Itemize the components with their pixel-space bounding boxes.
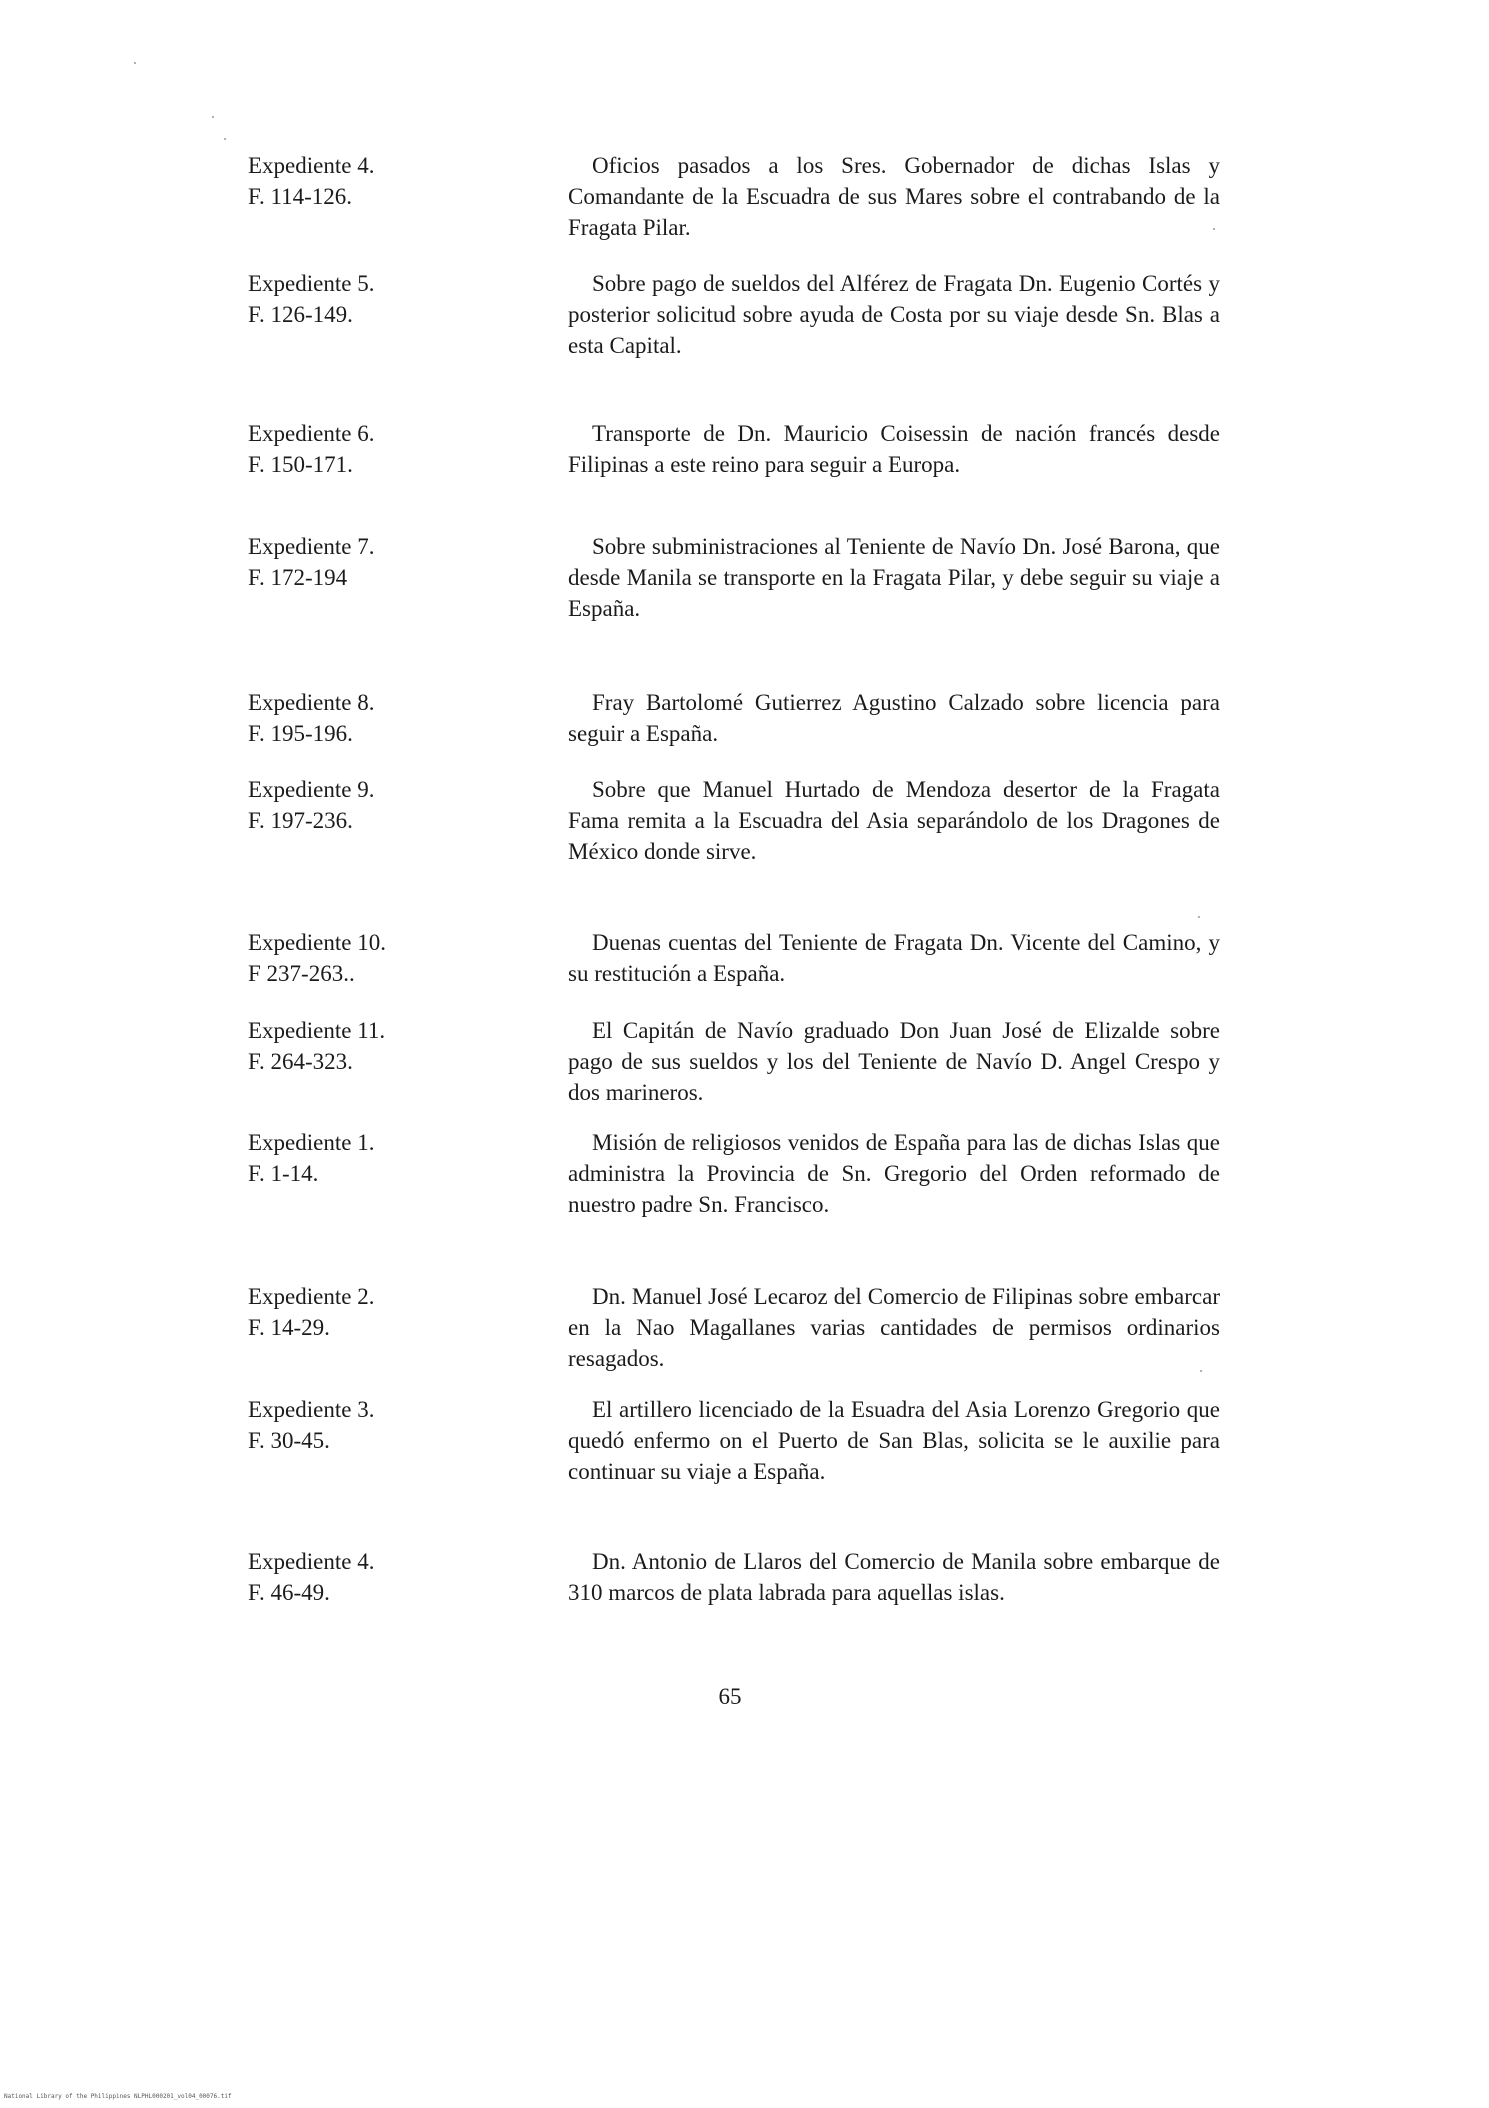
entry-reference: [248, 1127, 448, 1189]
entry-description: Transporte de Dn. Mauricio Coisessin de nación francés desde Filipinas a este reino para seguir a Europa.: [568, 421, 1220, 477]
scan-footer-note: National Library of the Philippines NLPHL000201_vol04_00076.tif: [4, 2093, 232, 2100]
entry-description: Misión de religiosos venidos de España para las de dichas Islas que administra la Provincia de Sn. Gregorio del Orden reformado de nuestro padre Sn. Francisco.: [568, 1130, 1220, 1217]
expediente-number: Expediente 3.: [248, 1397, 375, 1422]
entry-reference: [248, 1281, 448, 1343]
scan-speck: [1200, 1370, 1202, 1372]
page-number: 65: [718, 1684, 742, 1709]
expediente-number: Expediente 2.: [248, 1284, 375, 1309]
entry-reference: [248, 150, 448, 212]
entry-description: Sobre pago de sueldos del Alférez de Fragata Dn. Eugenio Cortés y posterior solicitud sobre ayuda de Costa por su viaje desde Sn. Blas a esta Capital.: [568, 271, 1220, 358]
folio-range: F. 126-149.: [248, 302, 353, 327]
folio-range: F. 150-171.: [248, 452, 353, 477]
expediente-number: Expediente 11.: [248, 1018, 386, 1043]
scan-speck: [134, 62, 136, 64]
expediente-number: Expediente 10.: [248, 930, 386, 955]
expediente-number: Expediente 8.: [248, 690, 375, 715]
folio-range: F. 197-236.: [248, 808, 353, 833]
folio-range: F. 264-323.: [248, 1049, 353, 1074]
entry-description: Sobre subministraciones al Teniente de Navío Dn. José Barona, que desde Manila se transporte en la Fragata Pilar, y debe seguir su viaje a España.: [568, 534, 1220, 621]
entry-description: Fray Bartolomé Gutierrez Agustino Calzado sobre licencia para seguir a España.: [568, 690, 1220, 746]
entry-reference: [248, 1394, 448, 1456]
expediente-number: Expediente 6.: [248, 421, 375, 446]
entry-reference: [248, 927, 448, 989]
entry-reference: [248, 774, 448, 836]
entry-reference: [248, 687, 448, 749]
folio-range: F. 14-29.: [248, 1315, 330, 1340]
expediente-number: Expediente 7.: [248, 534, 375, 559]
entry-description: Sobre que Manuel Hurtado de Mendoza desertor de la Fragata Fama remita a la Escuadra del Asia separándolo de los Dragones de México donde sirve.: [568, 777, 1220, 864]
expediente-number: Expediente 4.: [248, 1549, 375, 1574]
scan-speck: [224, 138, 226, 140]
entry-reference: [248, 268, 448, 330]
entry-description: El artillero licenciado de la Esuadra del Asia Lorenzo Gregorio que quedó enfermo on el Puerto de San Blas, solicita se le auxilie para continuar su viaje a España.: [568, 1397, 1220, 1484]
entry-reference: [248, 1546, 448, 1608]
entry-description: Duenas cuentas del Teniente de Fragata Dn. Vicente del Camino, y su restitución a España.: [568, 930, 1220, 986]
scan-speck: [212, 116, 214, 118]
expediente-number: Expediente 4.: [248, 153, 375, 178]
scan-speck: [1213, 228, 1215, 230]
expediente-number: Expediente 9.: [248, 777, 375, 802]
folio-range: F. 46-49.: [248, 1580, 330, 1605]
expediente-number: Expediente 1.: [248, 1130, 375, 1155]
folio-range: F. 195-196.: [248, 721, 353, 746]
folio-range: F. 114-126.: [248, 184, 353, 209]
folio-range: F. 1-14.: [248, 1161, 319, 1186]
entry-description: Oficios pasados a los Sres. Gobernador de dichas Islas y Comandante de la Escuadra de sus Mares sobre el contrabando de la Fragata Pilar.: [568, 153, 1220, 240]
entry-description: Dn. Manuel José Lecaroz del Comercio de Filipinas sobre embarcar en la Nao Magallanes varias cantidades de permisos ordinarios resagados.: [568, 1284, 1220, 1371]
folio-range: F 237-263..: [248, 961, 355, 986]
entry-reference: [248, 531, 448, 593]
entry-reference: [248, 1015, 448, 1077]
entry-description: El Capitán de Navío graduado Don Juan José de Elizalde sobre pago de sus sueldos y los del Teniente de Navío D. Angel Crespo y dos marineros.: [568, 1018, 1220, 1105]
scan-speck: [1198, 916, 1200, 918]
folio-range: F. 30-45.: [248, 1428, 330, 1453]
expediente-number: Expediente 5.: [248, 271, 375, 296]
entry-description: Dn. Antonio de Llaros del Comercio de Manila sobre embarque de 310 marcos de plata labrada para aquellas islas.: [568, 1549, 1220, 1605]
folio-range: F. 172-194: [248, 565, 348, 590]
entry-reference: [248, 418, 448, 480]
